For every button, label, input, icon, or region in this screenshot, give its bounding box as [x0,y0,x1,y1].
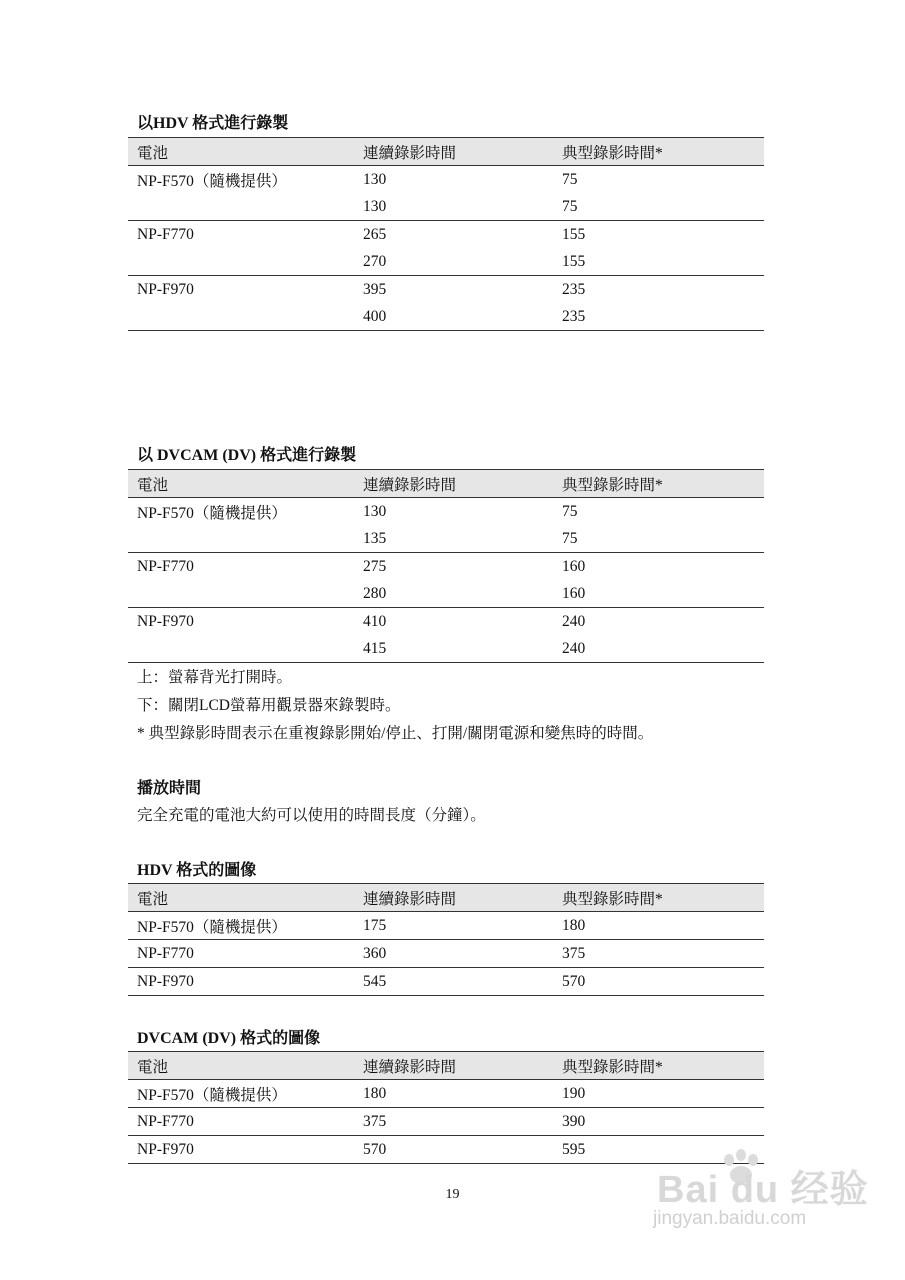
typical-cell: 240 [562,612,586,630]
continuous-cell: 570 [354,1136,553,1164]
table-dvcam-recording [128,469,764,663]
continuous-cell: 275 [363,557,387,575]
table-row [128,1080,764,1108]
typical-cell: 160 [562,557,586,575]
table-row [128,553,764,581]
table-header-row [128,884,764,912]
battery-cell: NP-F770 [137,225,194,243]
section-title-hdv-playback: HDV 格式的圖像 [137,862,257,879]
table-row [128,525,764,553]
typical-cell: 235 [553,303,764,331]
typical-cell: 190 [553,1080,764,1108]
continuous-cell: 265 [363,225,387,243]
note-lower: 下：關閉LCD螢幕用觀景器來錄製時。 [137,697,401,714]
typical-cell: 595 [553,1136,764,1164]
table-row [128,193,764,221]
table-header-row [128,138,764,166]
table-row [128,1108,764,1136]
battery-cell: NP-F970 [137,280,194,298]
typical-cell: 155 [562,225,586,243]
table-hdv-recording [128,137,764,331]
section-title-dvcam-playback: DVCAM (DV) 格式的圖像 [137,1030,321,1047]
typical-cell: 75 [562,170,578,188]
header-typical: 典型錄影時間* [553,470,764,498]
battery-cell: NP-F770 [128,940,354,968]
typical-cell: 375 [553,940,764,968]
continuous-cell: 130 [363,502,387,520]
battery-cell: NP-F570（隨機提供） [128,912,354,940]
header-continuous: 連續錄影時間 [354,884,553,912]
baidu-watermark [645,1148,875,1248]
table-row [128,498,764,526]
typical-cell: 75 [553,525,764,553]
battery-cell: NP-F770 [137,557,194,575]
section-title-hdv-recording: 以HDV 格式進行錄製 [137,115,289,132]
page-number: 19 [445,1187,460,1202]
continuous-cell: 280 [354,580,553,608]
table-row [128,166,764,194]
table-row [128,635,764,663]
continuous-cell: 360 [354,940,553,968]
battery-cell: NP-F970 [128,1136,354,1164]
battery-cell: NP-F770 [128,1108,354,1136]
typical-cell: 390 [553,1108,764,1136]
continuous-cell: 400 [354,303,553,331]
header-battery: 電池 [128,138,354,166]
note-asterisk: * 典型錄影時間表示在重複錄影開始/停止、打開/關閉電源和變焦時的時間。 [137,725,654,742]
watermark-brand: Bai du 经验 [657,1169,869,1211]
playback-title: 播放時間 [137,780,202,797]
note-upper: 上：螢幕背光打開時。 [137,669,293,686]
typical-cell: 75 [562,502,578,520]
table-row [128,248,764,276]
continuous-cell: 545 [354,968,553,996]
table-row [128,968,764,996]
section-title-dvcam-recording: 以 DVCAM (DV) 格式進行錄製 [137,447,357,464]
playback-description: 完全充電的電池大約可以使用的時間長度（分鐘）。 [137,807,486,824]
table-header-row [128,1052,764,1080]
battery-cell: NP-F570（隨機提供） [128,1080,354,1108]
header-continuous: 連續錄影時間 [354,1052,553,1080]
continuous-cell: 395 [363,280,387,298]
table-hdv-playback [128,883,764,996]
battery-cell: NP-F570（隨機提供） [137,504,287,522]
header-battery: 電池 [128,884,354,912]
table-header-row [128,470,764,498]
continuous-cell: 175 [354,912,553,940]
typical-cell: 180 [553,912,764,940]
header-continuous: 連續錄影時間 [354,470,553,498]
typical-cell: 240 [553,635,764,663]
header-battery: 電池 [128,1052,354,1080]
continuous-cell: 180 [354,1080,553,1108]
continuous-cell: 130 [363,170,387,188]
watermark-url: jingyan.baidu.com [653,1208,807,1229]
header-battery: 電池 [128,470,354,498]
typical-cell: 75 [553,193,764,221]
continuous-cell: 375 [354,1108,553,1136]
typical-cell: 160 [553,580,764,608]
table-row [128,940,764,968]
table-row [128,303,764,331]
table-row [128,912,764,940]
header-continuous: 連續錄影時間 [354,138,553,166]
header-typical: 典型錄影時間* [553,138,764,166]
continuous-cell: 270 [354,248,553,276]
battery-cell: NP-F970 [128,968,354,996]
table-row [128,580,764,608]
header-typical: 典型錄影時間* [553,1052,764,1080]
continuous-cell: 135 [354,525,553,553]
typical-cell: 155 [553,248,764,276]
battery-cell: NP-F970 [137,612,194,630]
continuous-cell: 415 [354,635,553,663]
table-row [128,276,764,304]
continuous-cell: 410 [363,612,387,630]
header-typical: 典型錄影時間* [553,884,764,912]
typical-cell: 570 [553,968,764,996]
battery-cell: NP-F570（隨機提供） [137,172,287,190]
continuous-cell: 130 [354,193,553,221]
table-row [128,608,764,636]
table-row [128,221,764,249]
typical-cell: 235 [562,280,586,298]
